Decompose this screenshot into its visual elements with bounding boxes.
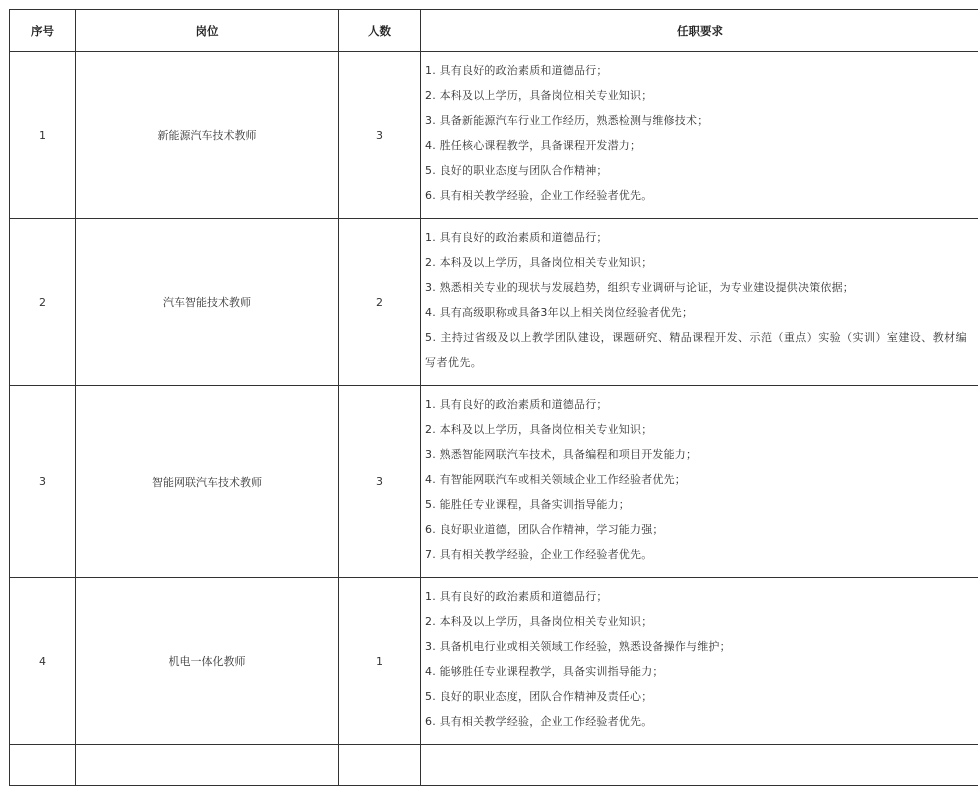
table-row: [10, 52, 978, 219]
table-row: [10, 745, 978, 786]
row-requirements: [421, 386, 978, 578]
requirement-item: 2. 本科及以上学历，具备岗位相关专业知识；: [425, 417, 975, 442]
requirement-item: 1. 具有良好的政治素质和道德品行；: [425, 584, 975, 609]
header-no: 序号: [10, 10, 76, 52]
row-no: 2: [10, 219, 76, 386]
header-requirements: 任职要求: [421, 10, 978, 52]
requirement-item: 7. 具有相关教学经验，企业工作经验者优先。: [425, 542, 975, 567]
requirement-item: 2. 本科及以上学历，具备岗位相关专业知识；: [425, 609, 975, 634]
header-row: [10, 10, 978, 52]
requirement-item: 6. 良好职业道德，团队合作精神，学习能力强；: [425, 517, 975, 542]
requirement-item: 3. 熟悉相关专业的现状与发展趋势，组织专业调研与论证，为专业建设提供决策依据；: [425, 275, 975, 300]
row-no: 1: [10, 52, 76, 219]
requirement-item: 4. 能够胜任专业课程教学，具备实训指导能力；: [425, 659, 975, 684]
header-count: 人数: [339, 10, 421, 52]
requirement-item: 5. 良好的职业态度与团队合作精神；: [425, 158, 975, 183]
row-no: [10, 745, 76, 786]
requirement-item: 5. 能胜任专业课程，具备实训指导能力；: [425, 492, 975, 517]
row-requirements: [421, 745, 978, 786]
requirement-item: 6. 具有相关教学经验，企业工作经验者优先。: [425, 709, 975, 734]
row-position: 新能源汽车技术教师: [76, 52, 339, 219]
row-count: 3: [339, 386, 421, 578]
requirement-item: 2. 本科及以上学历，具备岗位相关专业知识；: [425, 250, 975, 275]
requirement-item: 3. 具备机电行业或相关领域工作经验，熟悉设备操作与维护；: [425, 634, 975, 659]
requirement-item: 3. 具备新能源汽车行业工作经历，熟悉检测与维修技术；: [425, 108, 975, 133]
requirement-item: 1. 具有良好的政治素质和道德品行；: [425, 225, 975, 250]
requirement-item: 5. 主持过省级及以上教学团队建设，课题研究、精品课程开发、示范（重点）实验（实训）室建设、教材编写者优先。: [425, 325, 975, 375]
row-requirements: [421, 578, 978, 745]
requirement-item: 4. 有智能网联汽车或相关领域企业工作经验者优先；: [425, 467, 975, 492]
table-row: [10, 578, 978, 745]
requirement-item: 5. 良好的职业态度，团队合作精神及责任心；: [425, 684, 975, 709]
row-requirements: [421, 52, 978, 219]
row-count: 1: [339, 578, 421, 745]
requirement-item: 4. 具有高级职称或具备3年以上相关岗位经验者优先；: [425, 300, 975, 325]
row-count: 2: [339, 219, 421, 386]
requirement-item: 2. 本科及以上学历，具备岗位相关专业知识；: [425, 83, 975, 108]
header-position: 岗位: [76, 10, 339, 52]
row-no: 4: [10, 578, 76, 745]
requirement-item: 4. 胜任核心课程教学，具备课程开发潜力；: [425, 133, 975, 158]
row-count: 3: [339, 52, 421, 219]
row-position: [76, 745, 339, 786]
recruitment-table: [9, 9, 978, 786]
table-row: [10, 386, 978, 578]
row-no: 3: [10, 386, 76, 578]
table-row: [10, 219, 978, 386]
row-position: 智能网联汽车技术教师: [76, 386, 339, 578]
requirement-item: 1. 具有良好的政治素质和道德品行；: [425, 392, 975, 417]
requirement-item: 3. 熟悉智能网联汽车技术，具备编程和项目开发能力；: [425, 442, 975, 467]
requirement-item: 1. 具有良好的政治素质和道德品行；: [425, 58, 975, 83]
row-count: [339, 745, 421, 786]
requirement-item: 6. 具有相关教学经验，企业工作经验者优先。: [425, 183, 975, 208]
row-position: 汽车智能技术教师: [76, 219, 339, 386]
row-requirements: [421, 219, 978, 386]
row-position: 机电一体化教师: [76, 578, 339, 745]
